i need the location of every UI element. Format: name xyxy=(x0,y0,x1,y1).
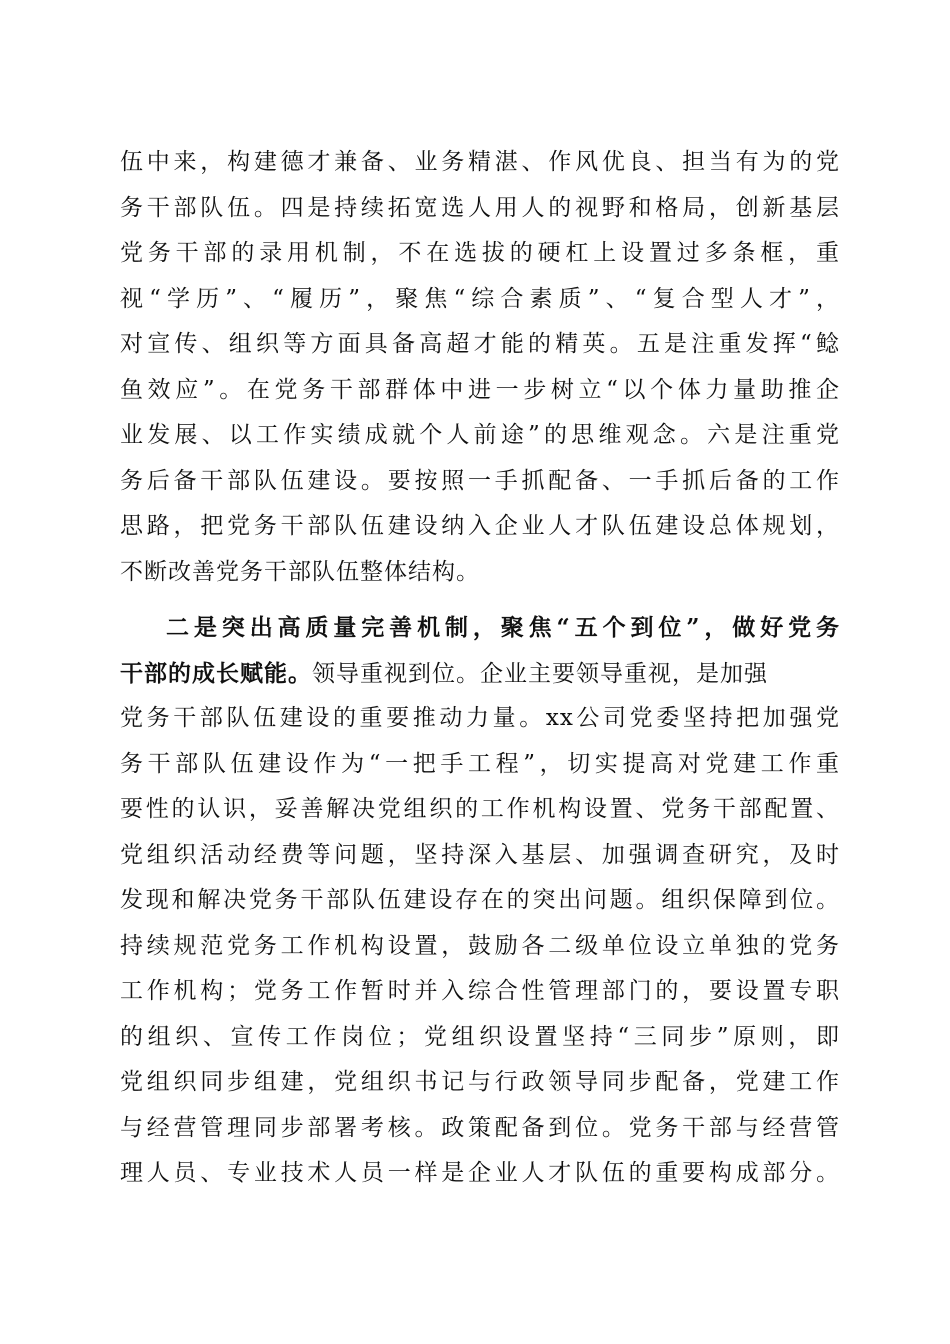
text-line xyxy=(120,651,860,697)
text-line: 要性的认识，妥善解决党组织的工作机构设置、党务干部配置、 xyxy=(120,796,840,822)
text-line: 党组织同步组建，党组织书记与行政领导同步配备，党建工作 xyxy=(120,1069,840,1095)
text-line: 视“学历”、“履历”，聚焦“综合素质”、“复合型人才”， xyxy=(120,285,840,312)
text-line: 理人员、专业技术人员一样是企业人才队伍的重要构成部分。 xyxy=(120,1160,840,1186)
text-line: 务干部队伍建设作为“一把手工程”，切实提高对党建工作重 xyxy=(120,750,840,777)
paragraph-gap xyxy=(120,595,860,605)
text-line: 与经营管理同步部署考核。政策配备到位。党务干部与经营管 xyxy=(120,1114,840,1141)
text-line: 工作机构；党务工作暂时并入综合性管理部门的，要设置专职 xyxy=(120,978,840,1004)
text-line: 党务干部队伍建设的重要推动力量。xx公司党委坚持把加强党 xyxy=(120,705,840,731)
text-line: 党务干部的录用机制，不在选拔的硬杠上设置过多条框，重 xyxy=(120,240,840,266)
text-line: 务后备干部队伍建设。要按照一手抓配备、一手抓后备的工作 xyxy=(120,467,840,494)
text-line: 思路，把党务干部队伍建设纳入企业人才队伍建设总体规划， xyxy=(120,513,840,539)
text-line: 党组织活动经费等问题，坚持深入基层、加强调查研究，及时 xyxy=(120,841,840,868)
text-line: 务干部队伍。四是持续拓宽选人用人的视野和格局，创新基层 xyxy=(120,194,840,221)
text-line: 不断改善党务干部队伍整体结构。 xyxy=(120,558,480,585)
text-line: 鱼效应”。在党务干部群体中进一步树立“以个体力量助推企 xyxy=(120,376,840,403)
text-line: 发现和解决党务干部队伍建设存在的突出问题。组织保障到位。 xyxy=(120,887,840,913)
text-line: 持续规范党务工作机构设置，鼓励各二级单位设立单独的党务 xyxy=(120,932,840,959)
text-line: 伍中来，构建德才兼备、业务精湛、作风优良、担当有为的党 xyxy=(120,149,840,175)
text-line: 对宣传、组织等方面具备高超才能的精英。五是注重发挥“鲶 xyxy=(120,331,840,357)
paragraph-heading-line: 二是突出高质量完善机制，聚焦“五个到位”，做好党务 xyxy=(166,614,840,641)
paragraph-2 xyxy=(120,605,860,1197)
text-run: 领导重视到位。企业主要领导重视，是加强 xyxy=(312,660,768,687)
text-line: 的组织、宣传工作岗位；党组织设置坚持“三同步”原则，即 xyxy=(120,1023,840,1050)
text-line: 业发展、以工作实绩成就个人前途”的思维观念。六是注重党 xyxy=(120,422,840,448)
document-body xyxy=(120,140,860,1197)
paragraph-1 xyxy=(120,140,860,595)
heading-continuation: 干部的成长赋能。 xyxy=(120,659,312,687)
